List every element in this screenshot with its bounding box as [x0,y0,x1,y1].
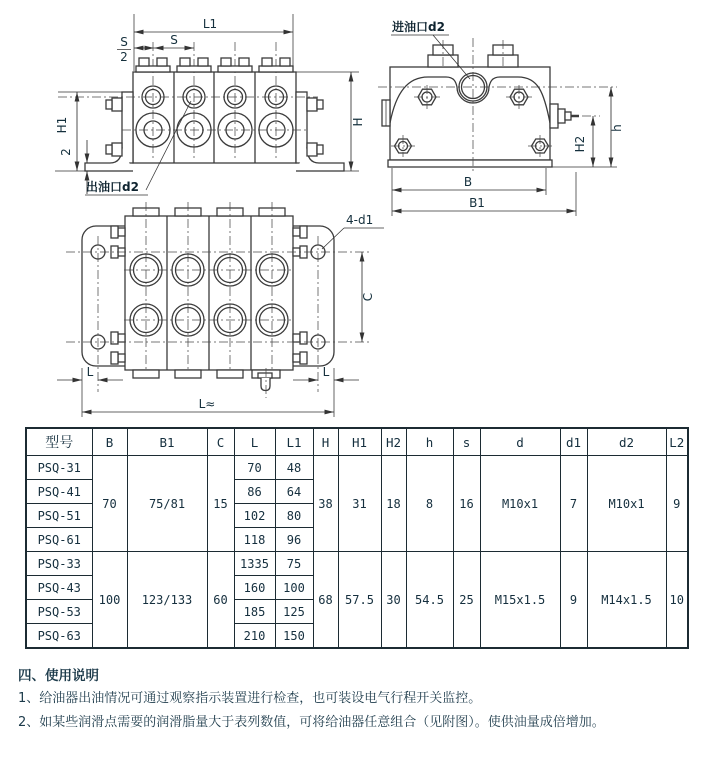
side-base [388,160,552,167]
notes-title: 四、使用说明 [18,668,99,684]
cell-L1: 100 [275,576,313,600]
cell-d2: M14x1.5 [587,552,666,649]
dim-label-L-total: L≈ [198,397,216,411]
dim-label-L1: L1 [202,17,218,31]
fraction-denominator: 2 [120,50,128,64]
cell-model: PSQ-61 [26,528,92,552]
outlet-port-label: 出油口d2 [86,180,139,194]
header-h: h [406,428,453,456]
header-L1: L1 [275,428,313,456]
header-C: C [207,428,234,456]
front-view-drawing [55,14,365,195]
dim-label-2: 2 [59,148,73,156]
cell-H: 38 [313,456,338,552]
cell-H2: 18 [381,456,406,552]
usage-notes [18,664,688,739]
cell-model: PSQ-53 [26,600,92,624]
holes-label-4d1: 4-d1 [346,213,374,227]
cell-model: PSQ-31 [26,456,92,480]
dim-label-S-half-fraction [117,35,131,64]
header-d1: d1 [560,428,587,456]
cell-model: PSQ-51 [26,504,92,528]
dim-label-H: H [351,117,365,127]
cell-model: PSQ-41 [26,480,92,504]
cell-L1: 80 [275,504,313,528]
header-H1: H1 [338,428,381,456]
fraction-numerator: S [120,35,128,49]
dim-label-H1: H1 [55,116,69,134]
notes-item-1: 1、给油器出油情况可通过观察指示装置进行检查，也可装设电气行程开关监控。 [18,691,482,706]
cell-model: PSQ-63 [26,624,92,649]
cell-model: PSQ-43 [26,576,92,600]
cell-L1: 96 [275,528,313,552]
cell-L: 185 [234,600,275,624]
header-B: B [92,428,127,456]
cell-d2: M10x1 [587,456,666,552]
cell-L: 160 [234,576,275,600]
table-row [26,456,688,480]
dim-label-S: S [170,33,178,47]
dim-label-h: h [610,124,624,132]
header-H2: H2 [381,428,406,456]
front-top-fittings [136,58,293,72]
cell-s: 16 [453,456,480,552]
table-row [26,552,688,576]
cell-model: PSQ-33 [26,552,92,576]
top-indicator-pin [258,373,272,391]
header-d: d [480,428,560,456]
cell-L1: 75 [275,552,313,576]
side-view-drawing [378,19,624,216]
cell-H1: 57.5 [338,552,381,649]
cell-L: 210 [234,624,275,649]
cell-L1: 64 [275,480,313,504]
cell-C: 60 [207,552,234,649]
cell-H: 68 [313,552,338,649]
dim-label-B: B [463,175,473,189]
cell-L: 118 [234,528,275,552]
header-L: L [234,428,275,456]
cell-L1: 150 [275,624,313,649]
header-model: 型号 [26,428,92,456]
side-indicator-pin [550,104,579,128]
inlet-port-label: 进油口d2 [392,20,445,34]
cell-B1: 75/81 [127,456,207,552]
cell-L: 70 [234,456,275,480]
header-d2: d2 [587,428,666,456]
notes-item-2: 2、如某些润滑点需要的润滑脂量大于表列数值，可将给油器任意组合（见附图）。使供油量成倍增加。 [18,715,605,730]
dim-label-H2: H2 [573,135,587,153]
cell-L1: 48 [275,456,313,480]
cell-d: M10x1 [480,456,560,552]
cell-H1: 31 [338,456,381,552]
dim-label-B1: B1 [469,196,485,210]
cell-h: 54.5 [406,552,453,649]
cell-L2: 10 [666,552,688,649]
header-B1: B1 [127,428,207,456]
cell-L: 102 [234,504,275,528]
cell-d1: 7 [560,456,587,552]
cell-d1: 9 [560,552,587,649]
header-s: s [453,428,480,456]
dim-label-C: C [361,292,375,302]
cell-B: 100 [92,552,127,649]
cell-L1: 125 [275,600,313,624]
cell-L2: 9 [666,456,688,552]
dimension-table [25,427,689,649]
cell-B1: 123/133 [127,552,207,649]
cell-d: M15x1.5 [480,552,560,649]
cell-H2: 30 [381,552,406,649]
dim-label-L-right: L [322,365,330,379]
table-header-row [26,428,688,456]
header-H: H [313,428,338,456]
cell-s: 25 [453,552,480,649]
header-L2: L2 [666,428,688,456]
top-view-drawing [57,202,384,417]
cell-B: 70 [92,456,127,552]
dim-label-L-left: L [86,365,94,379]
cell-L: 86 [234,480,275,504]
cell-C: 15 [207,456,234,552]
cell-h: 8 [406,456,453,552]
cell-L: 1335 [234,552,275,576]
